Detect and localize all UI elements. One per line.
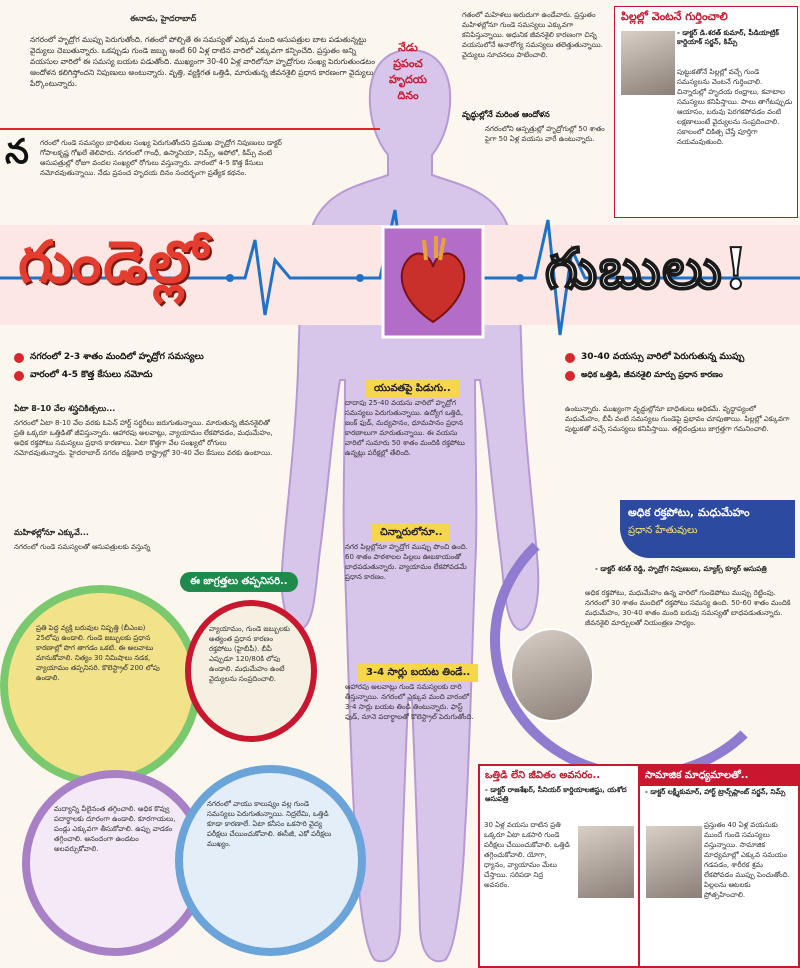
doctor-photo	[576, 824, 636, 900]
bullet-item	[565, 352, 744, 364]
headline-left: గుండెల్లో	[18, 228, 210, 296]
intro-paragraph: నగరంలో హృద్రోగ ముప్పు పెరుగుతోంది. గతంలో పోల్చితే ఈ సమస్యతో ఎక్కువ మంది ఆసుపత్రుల బాట పడుతున్నట్టు వైద్యులు చెబుతున్నారు. ఒకప్పుడు గుండె జబ్బు అంటే 60 ఏళ్ల దాటిన వారిలో ఎక్కువగా కన్పించేది. ప్రస్తుతం అన్ని వయసుల వారిలో ఈ సమస్య బయట పడుతోంది. ముఖ్యంగా 30-40 ఏళ్ల వారిలోనూ హృద్రోగుల సంఖ్య పెరుగుతుండటం ఆందోళన కలిగిస్తోందని నిపుణులు అంటున్నారు. వృత్తి, వ్యక్తిగత ఒత్తిడి, మారుతున్న జీవనశైలి ప్రధాన కారణంగా వైద్యులు పేర్కొంటున్నారు.	[30, 35, 376, 88]
kids-box-text: పుట్టుకతోనే పిల్లల్లో వచ్చే గుండె సమస్యలను వెంటనే గుర్తించాలి. చిన్నారుల్లో హృదయ రంధ్రాలు, కవాటాల సమస్యలు కనిపిస్తాయి. పాలు తాగేటప్పుడు ఆయాసం, బరువు పెరగకపోవడం వంటి లక్షణాలుంటే వైద్యులను సంప్రదించాలి. సకాలంలో చికిత్స చేస్తే పూర్తిగా నయమవుతుంది.	[677, 68, 793, 146]
precaution-circle-2	[185, 600, 317, 742]
youth-title: యువతపై పిడుగు..	[366, 380, 459, 398]
stress-box-byline: - డాక్టర్ రాజశేఖర్, సీనియర్ కార్డియాలజిస్టు, యశోద ఆసుపత్రి	[485, 786, 627, 803]
bp-box-text: అధిక రక్తపోటు, మధుమేహం ఉన్న వారిలో గుండెపోటు ముప్పు రెట్టింపు. నగరంలో 30 శాతం మందిలో రక్తపోటు సమస్య ఉంది. 50-60 శాతం మందికి మధుమేహం, 30-40 శాతం మంది బరువు సమస్యతో బాధపడుతున్నారు. జీవనశైలి మార్పులతో నియంత్రణ సాధ్యం.	[585, 589, 791, 627]
tag-line: నేడు	[398, 41, 418, 54]
bullets-right	[565, 352, 744, 381]
bullet-item	[14, 370, 204, 382]
bp-box-title-1: అధిక రక్తపోటు, మధుమేహం	[628, 506, 750, 519]
tag-line: దినం	[397, 89, 419, 102]
outings-text: ఆహారపు అలవాట్లు గుండె సమస్యలకు దారి తీస్తున్నాయి. నగరంలో ఎక్కువ మంది వారంలో 3-4 సార్లు బయట తిండి తింటున్నారు. ఫాస్ట్ ఫుడ్, నూనె పదార్థాలతో కొలెస్ట్రాల్ పెరుగుతోంది.	[345, 683, 474, 721]
divider	[0, 128, 380, 130]
stress-box-text: 30 ఏళ్ల వయసు దాటిన ప్రతి ఒక్కరూ ఏటా ఒకసారి గుండె పరీక్షలు చేయించుకోవాలి. ఒత్తిడి తగ్గించుకోవాలి. యోగా, ధ్యానం, వ్యాయామం మేలు చేస్తాయి. సరిపడా నిద్ర అవసరం.	[484, 821, 570, 889]
precaution-text-2: వ్యాయామం, గుండె జబ్బులకు అత్యంత ప్రధాన కారణం రక్తపోటు (హైబీపీ). బీపీ ఎప్పుడూ 120/80కి లోపు ఉండాలి. మధుమేహం ఉంటే వైద్యులను సంప్రదించాలి.	[209, 625, 290, 683]
top-center-text: గతంలో మహిళలు అరుదుగా ఉండేవారు. ప్రస్తుతం మహిళల్లోనూ గుండె సమస్యలు ఎక్కువగా కనిపిస్తున్నాయి. ఆధునిక జీవనశైలి కారణంగా చిన్న వయసులోనే అనారోగ్య సమస్యలు తలెత్తుతున్నాయి. వైద్యులు సూచనలు పాటించాలి.	[462, 11, 603, 59]
precaution-text-4: నగరంలో వాయు కాలుష్యం వల్ల గుండె సమస్యలు పెరుగుతున్నాయి. నిద్రలేమి, ఒత్తిడి కూడా కారణాలే. ఏటా కనీసం ఒకసారి వైద్య పరీక్షలు చేయించుకోవాలి. ఈసీజీ, ఎకో పరీక్షలు ముఖ్యం.	[207, 800, 332, 848]
right-mid-text: ఉంటున్నారు. ముఖ్యంగా వృద్ధుల్లోనూ బాధితులు అధికమే. వృద్ధాప్యంలో మధుమేహం, బీపీ వంటి సమస్యలు గుండెపై ప్రభావం చూపుతాయి. పిల్లల్లో ఎక్కువగా పుట్టుకతో వచ్చే సమస్యలు కనిపిస్తాయి. తల్లిదండ్రులు జాగ్రత్తగా గమనించాలి.	[565, 405, 790, 433]
bullet-text: నగరంలో 2-3 శాతం మందిలో హృద్రోగ సమస్యలు	[30, 352, 204, 362]
top-center-text2: నగరంలోని ఆస్పత్రుల్లో హృద్రోగుల్లో 50 శాతం పైగా 50 ఏళ్ల వయసు వారే ఉంటున్నారు.	[485, 125, 605, 143]
kids-section-text: నగర పిల్లల్లోనూ హృద్రోగ ముప్పు పొంచి ఉంది. 60 శాతం పాఠశాలల పిల్లలు ఊబకాయంతో బాధపడుతున్నారు. వ్యాయామం లేకపోవడమే ప్రధాన కారణం.	[345, 543, 468, 581]
kids-box-byline: - డాక్టర్ డి.శరత్ కుమార్, పీడియాట్రిక్ కార్డియాక్ సర్జన్, కిమ్స్	[677, 29, 779, 46]
precaution-text-1: ప్రతి పెద్ద వ్యక్తి బరువుల నిష్పత్తి (బీఎంఐ) 25లోపు ఉండాలి. గుండె జబ్బులకు ప్రధాన కారణాల్లో పొగ తాగడం ఒకటి. ఈ అలవాటు మానుకోవాలి. నిత్యం 30 నిమిషాలు నడక, వ్యాయామం తప్పనిసరి. కొలెస్ట్రాల్ 200 లోపు ఉండాలి.	[36, 624, 160, 682]
doctor-photo	[644, 824, 704, 900]
world-heart-day-tag	[368, 40, 448, 104]
kids-box	[614, 6, 798, 218]
precaution-circle-4	[175, 765, 366, 956]
drop-cap: న	[5, 132, 29, 172]
bullets-left	[14, 352, 204, 382]
social-box-text: ప్రస్తుతం 40 ఏళ్ల వయసుకు ముందే గుండె సమస్యలు వస్తున్నాయి. సామాజిక మాధ్యమాల్లో ఎక్కువ సమయం గడపడం, శారీరక శ్రమ లేకపోవడం ముప్పు పెంచుతోంది. పిల్లలను ఆటలకు ప్రోత్సహించాలి.	[704, 821, 790, 899]
bp-box-byline: - డాక్టర్ శరత్ రెడ్డి, హృద్రోగ నిపుణులు, మ్యాక్స్ క్యూర్ ఆసుపత్రి	[595, 565, 767, 573]
stress-box-title: ఒత్తిడి లేని జీవితం అవసరం..	[485, 770, 601, 781]
bullet-text: 30-40 వయస్సు వారిలో పెరుగుతున్న ముప్పు	[581, 352, 745, 362]
kids-box-title: పిల్లల్లో వెంటనే గుర్తించాలి	[615, 7, 797, 29]
tag-line: హృదయ	[389, 73, 427, 86]
bullet-text: అధిక ఒత్తిడి, జీవనశైలి మార్పు ప్రధాన కారణం	[581, 370, 723, 379]
left-heading-1: ఏటా 8-10 వేల శస్త్రచికిత్సలు...	[14, 404, 116, 413]
precaution-circle-1	[0, 585, 201, 786]
heart-illustration	[378, 222, 488, 342]
bullet-item	[14, 352, 204, 364]
bullet-dot-icon	[565, 353, 575, 363]
left-text-1: నగరంలో ఏటా 8-10 వేల వరకు ఓపెన్ హార్ట్ సర్జరీలు జరుగుతున్నాయి. మారుతున్న జీవనశైలితో ప్రతి ఒక్కరూ ఒత్తిడితో జీవిస్తున్నారు. ఆహారపు అలవాట్లు, వ్యాయామం లేకపోవడం, మధుమేహం, అధిక రక్తపోటు సమస్యలు ప్రధాన కారణాలు. ఏటా కొత్తగా వేల సంఖ్యలో రోగులు నమోదవుతున్నారు. హైదరాబాద్ నగరం దక్షిణాది రాష్ట్రాల్లో 30-40 వేల కేసులు వరకు ఉంటాయి.	[14, 419, 273, 457]
outings-title: 3-4 సార్లు బయట తిండే..	[358, 664, 478, 682]
bullet-item	[565, 370, 744, 381]
bullet-dot-icon	[14, 353, 24, 363]
social-box-byline: - డాక్టర్ లక్ష్మీకుమార్, హార్ట్ ట్రాన్స్‌ప్లాంట్ సర్జన్, నిమ్స్	[645, 788, 786, 796]
doctor-photo	[510, 628, 594, 722]
left-text-2: నగరంలో గుండె సమస్యలతో ఆసుపత్రులకు వస్తున్న	[14, 543, 151, 551]
headline-right: గుబులు!	[545, 236, 751, 302]
bullet-dot-icon	[14, 371, 24, 381]
second-paragraph: గరంలో గుండె సమస్యల బాధితుల సంఖ్య పెరుగుతోందని ప్రముఖ హృద్రోగ నిపుణులు డాక్టర్ గోపాలకృష్ణ గోఖలే తెలిపారు. నగరంలో గాంధీ, ఉస్మానియా, నిమ్స్, అపోలో, కిమ్స్ వంటి ఆసుపత్రుల్లో రోజూ వందల సంఖ్యలో రోగులు వస్తున్నారు. వారంలో 4-5 కొత్త కేసులు నమోదవుతున్నాయి. నేడు ప్రపంచ హృదయ దినం సందర్భంగా ప్రత్యేక కథనం.	[40, 139, 282, 177]
left-heading-2: మహిళల్లోనూ ఎక్కువే...	[14, 528, 89, 537]
precaution-text-3: మద్యాన్ని వీలైనంత తగ్గించాలి. అధిక కొవ్వు పదార్థాలకు దూరంగా ఉండాలి. కూరగాయలు, పండ్లు ఎక్కువగా తీసుకోవాలి. ఉప్పు వాడకం తగ్గించాలి. ఆనందంగా ఉండటం అలవర్చుకోవాలి.	[54, 805, 176, 853]
doctor-photo	[619, 29, 677, 97]
dateline: ఈనాడు, హైదరాబాద్	[130, 14, 197, 23]
bullet-dot-icon	[565, 371, 575, 381]
social-box-title: సామాజిక మాధ్యమాలతో..	[640, 766, 798, 786]
bp-box-title-2: ప్రధాన హేతువులు	[628, 525, 698, 536]
stress-box	[478, 764, 640, 968]
tag-line: ప్రపంచ	[393, 57, 423, 70]
youth-text: దాదాపు 25-40 వయసు వారిలో హృద్రోగ సమస్యలు పెరుగుతున్నాయి. ఉద్యోగ ఒత్తిడి, జంక్ ఫుడ్, మద్యపానం, ధూమపానం ప్రధాన కారణాలుగా మారుతున్నాయి. ఈ వయసు వారిలో సుమారు 50 శాతం మందికి రక్తపోటు ఉన్నట్లు పరీక్షల్లో తేలింది.	[345, 399, 465, 457]
bullet-text: వారంలో 4-5 కొత్త కేసులు నమోదు	[30, 370, 153, 380]
top-center-subhead: వృద్ధుల్లోనే మరింత ఆందోళన	[462, 110, 550, 119]
precautions-title: ఈ జాగ్రత్తలు తప్పనిసరి..	[180, 572, 298, 592]
social-box	[638, 764, 800, 968]
kids-section-title: చిన్నారులోనూ..	[372, 524, 450, 542]
